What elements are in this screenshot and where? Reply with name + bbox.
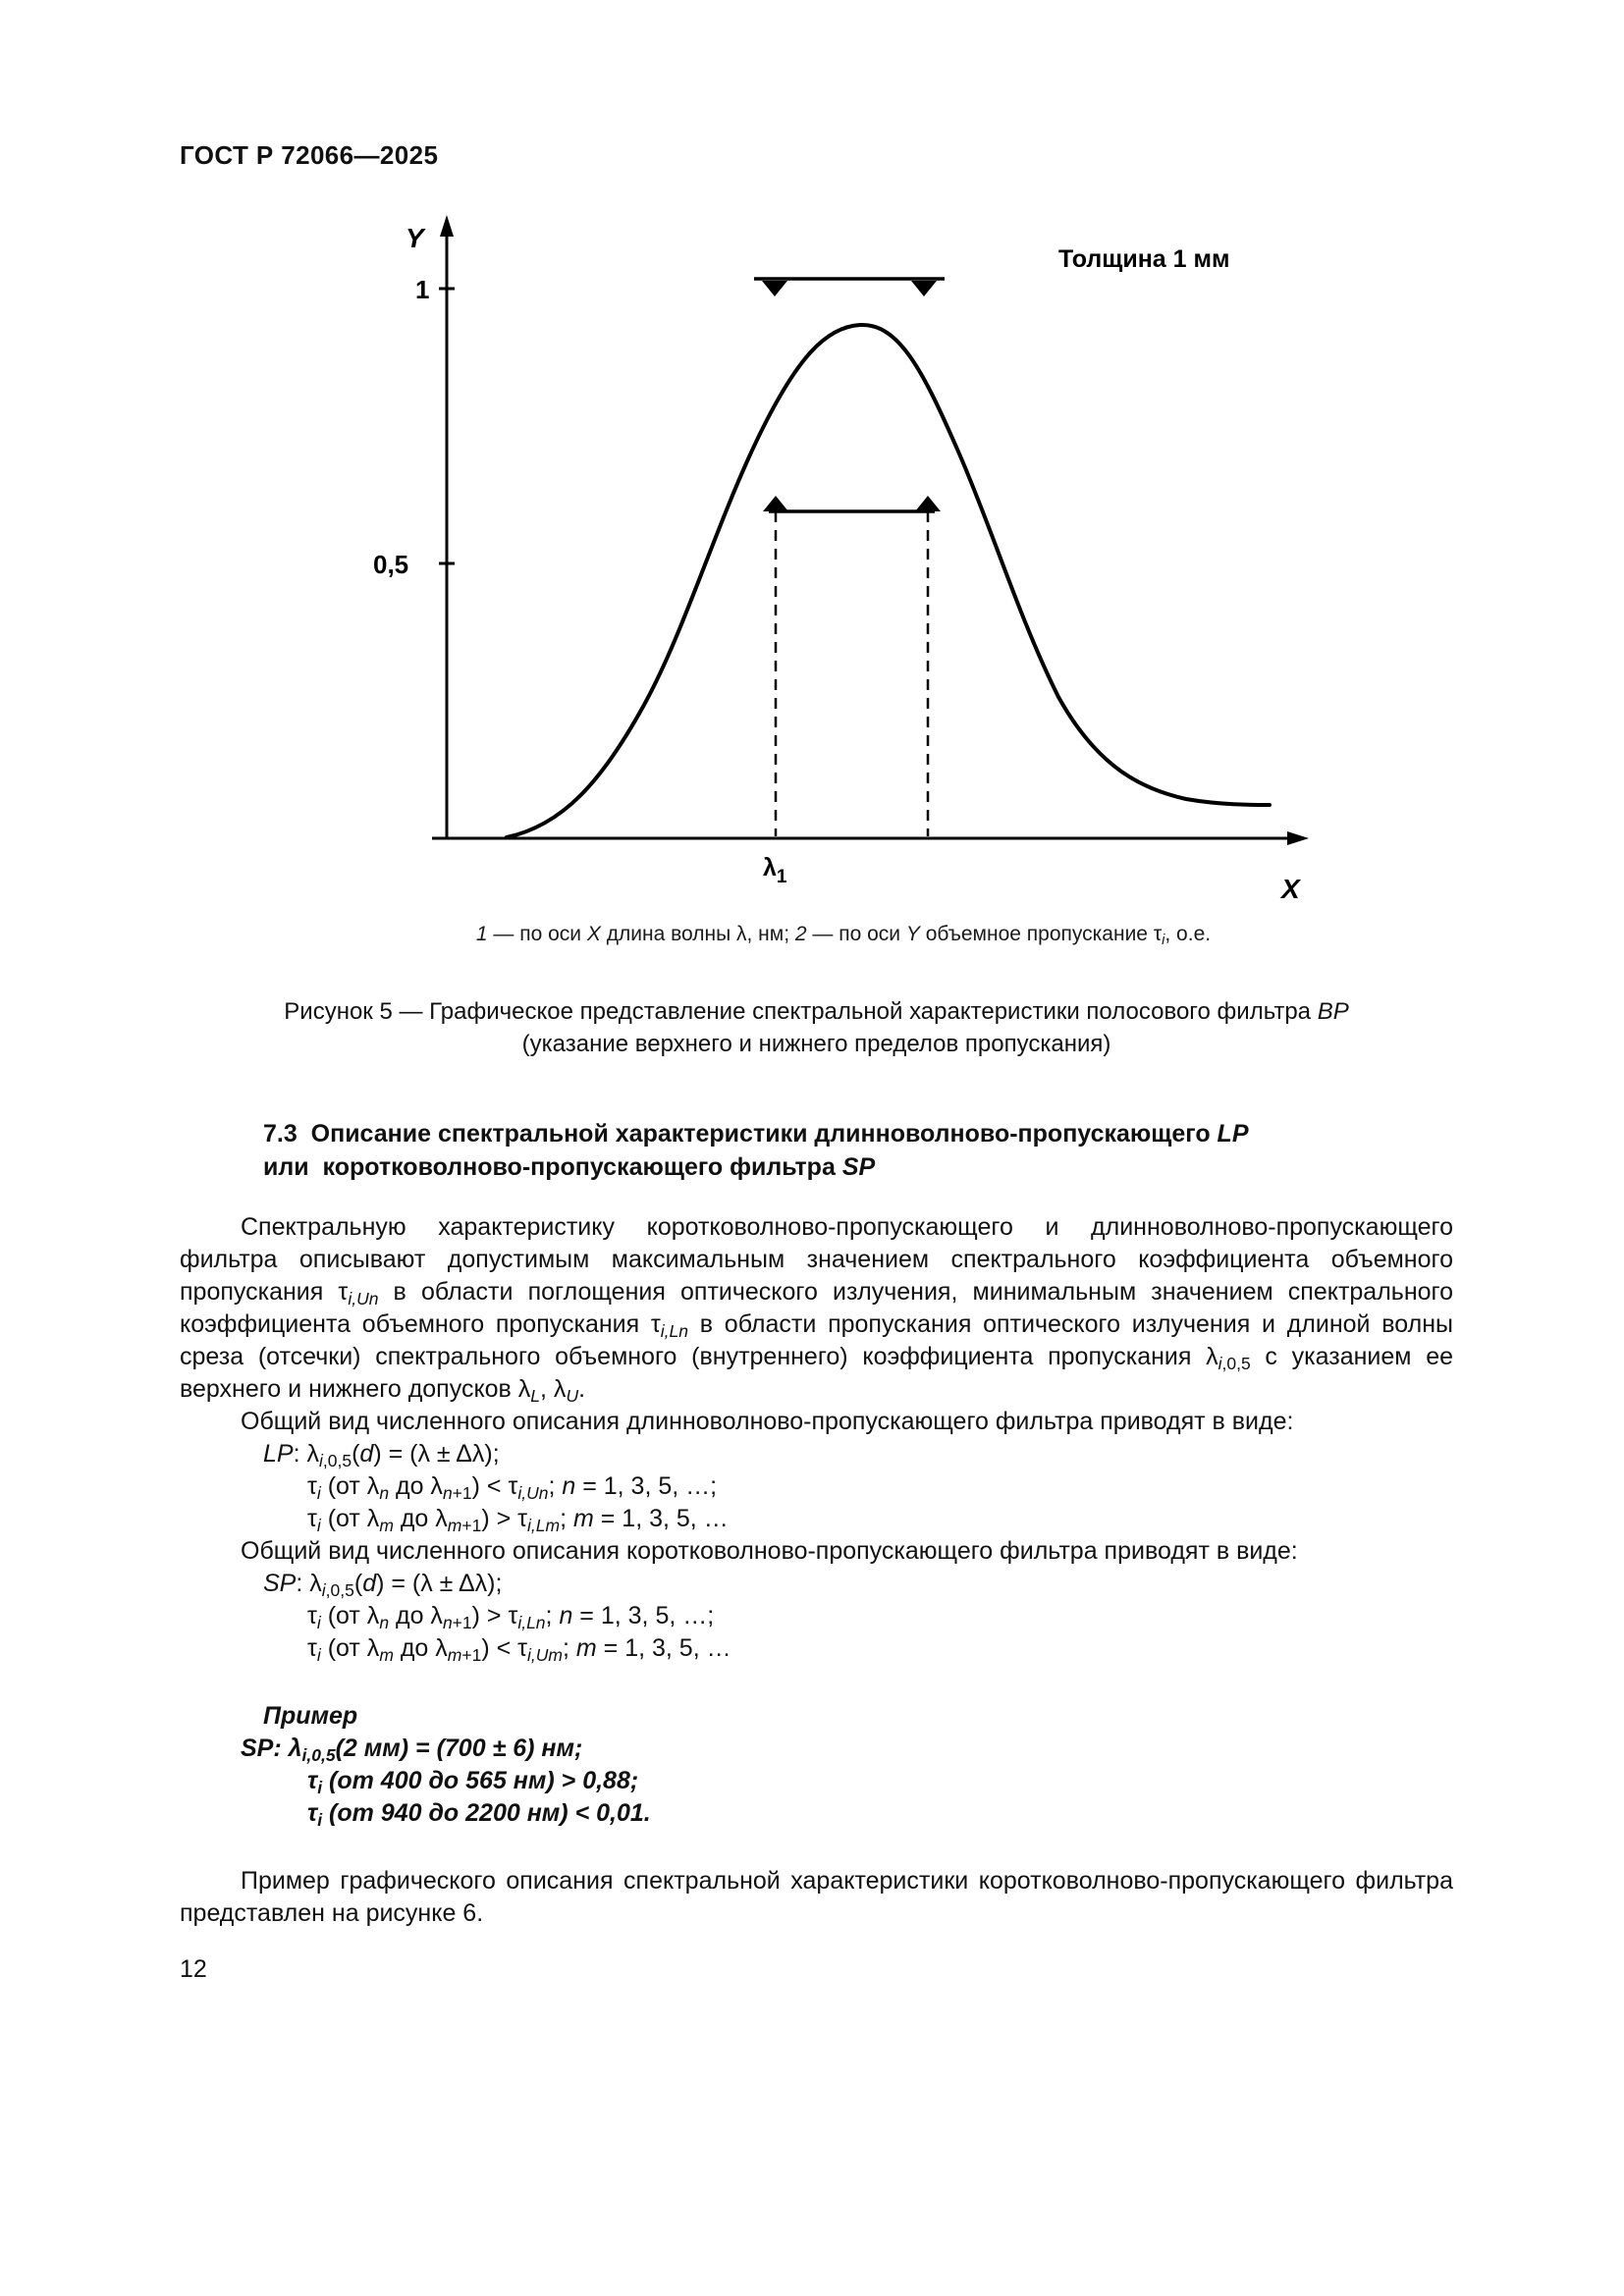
paragraph-spectral-description: Спектральную характеристику коротковолново-пропускающего и длинноволново-пропускающего фильтра описывают допустимым максимальным значением спектрального коэффициента объемного пропускания $\tau_{i,Un}$ в области поглощения оптического излучения, минимальным значением спектрального коэффициента объемного пропускания $\tau_{i,Ln}$ в области пропускания оптического излучения и длиной волны среза (отсечки) спектрального объемного (внутреннего) коэффициента пропускания $\lambda_{i,0,5}$ с указанием ее верхнего и нижнего допусков $\lambda_L$, $\lambda_U$. [180,1213,1454,1406]
closing-paragraph: Пример графического описания спектральной характеристики коротковолново-пропускающего фильтра представлен на рисунке 6. [180,1867,1453,1927]
figure-title [180,995,1453,1060]
lp-condition-1: $\tau_i$ (от $\lambda_n$ до $\lambda_{n+1}) < \tau_{i,Un}$; n = 1, 3, 5, …; [307,1472,718,1503]
y-tick-1-label: 1 [415,275,430,304]
y-axis-arrow-icon [440,215,454,237]
x-tick-lambda1-label [763,854,787,887]
lp-intro-line: Общий вид численного описания длинноволново-пропускающего фильтра приводят в виде: [241,1408,1294,1435]
sp-intro-line: Общий вид численного описания коротковолново-пропускающего фильтра приводят в виде: [241,1537,1298,1565]
upper-limit-left-arrow-icon [762,281,787,296]
lambda-symbol: λ [763,854,777,881]
y-axis-label: Y [406,223,424,253]
sp-condition-1: $\tau_i$ (от $\lambda_n$ до $\lambda_{n+1}) > \tau_{i,Ln}$; n = 1, 3, 5, …; [307,1602,715,1632]
upper-limit-right-arrow-icon [911,281,937,296]
x-axis-arrow-icon [1287,831,1309,845]
section-heading-7-3 [180,1117,1453,1184]
figure-title-line1: Рисунок 5 — Графическое представление спектральной характеристики полосового фильтра BP [284,998,1349,1025]
transmission-curve [507,325,1270,837]
example-block [180,1700,1453,1830]
lp-formula: LP: $\lambda_{i,0,5}(d) = (\lambda \pm \Delta\lambda)$; [263,1440,500,1470]
document-number: ГОСТ Р 72066—2025 [180,140,439,170]
thickness-label: Толщина 1 мм [1058,245,1230,273]
sp-formula: SP: $\lambda_{i,0,5}(d) = (\lambda \pm \Delta\lambda)$; [263,1570,503,1600]
figure-5-chart [334,210,1326,907]
y-tick-05-label: 0,5 [373,550,409,579]
section-heading-line1: 7.3 Описание спектральной характеристики длинноволново-пропускающего LP [263,1120,1249,1148]
lower-limit-left-arrow-icon [763,496,788,511]
example-condition-2: $\tau_i$ (от 940 до 2200 нм) < 0,01. [307,1799,651,1830]
lower-limit-right-arrow-icon [915,496,941,511]
page-number: 12 [180,1955,207,1983]
figure-axis-note: 1 — по оси X длина волны λ, нм; 2 — по оси Y объемное пропускание $\tau_i$, о.е. [475,923,1212,949]
example-formula: SP: $\lambda_{i,0,5}(2$ мм) = (700 ± 6) нм; [241,1735,583,1765]
example-label: Пример [263,1702,358,1730]
x-axis-label: X [1281,874,1300,904]
figure-title-line2: (указание верхнего и нижнего пределов пропускания) [521,1031,1111,1057]
sp-condition-2: $\tau_i$ (от $\lambda_m$ до $\lambda_{m+1}) < \tau_{i,Um}$; m = 1, 3, 5, … [307,1634,731,1665]
lambda-subscript: 1 [776,867,787,887]
lp-condition-2: $\tau_i$ (от $\lambda_m$ до $\lambda_{m+1}) > \tau_{i,Lm}$; m = 1, 3, 5, … [307,1505,729,1535]
section-heading-line2: или коротковолново-пропускающего фильтра SP [263,1153,876,1181]
example-condition-1: $\tau_i$ (от 400 до 565 нм) > 0,88; [307,1767,639,1797]
figure-5 [180,210,1453,1060]
